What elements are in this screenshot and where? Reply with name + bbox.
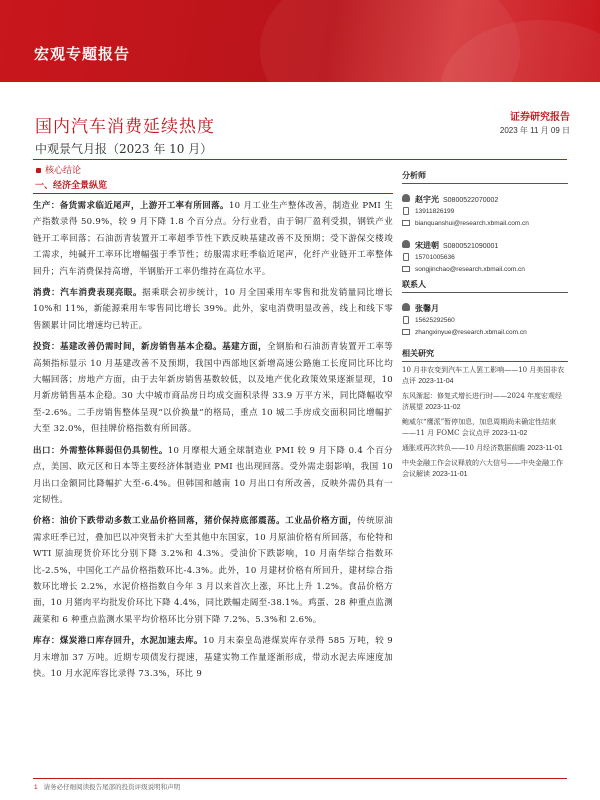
footer bbox=[34, 782, 180, 791]
analyst-header: 分析师 bbox=[402, 170, 568, 184]
mail-icon bbox=[402, 220, 410, 226]
sidebar bbox=[402, 170, 568, 484]
contact-name: 张馨月 bbox=[415, 303, 439, 313]
paragraph-investment: 投资：基建改善仍需时间，新房销售基本企稳。基建方面，全钢胎和石油沥青装置开工率等高频指标显示 10 月基建改善不及预期，我国中西部地区新增高速公路施工长度同比环比均大幅回落；房地产方面，由于去年新房销售基数较低，以及地产优化政策效果逐渐显现，10 月新房销售基本企稳。30 大中城市商品房日均成交面积录得 33.9 万平方米，同比降幅收窄至-2.6%。二手房销售整体呈现“以价换量”的格局，重点 10 城二手房成交面积同比增幅扩大至 32.0%，但挂牌价格指数有所回落。 bbox=[33, 342, 394, 435]
contact-header: 联系人 bbox=[402, 279, 568, 293]
analyst-phone: 13911826199 bbox=[415, 208, 455, 215]
analyst-cert: S0800522070002 bbox=[443, 197, 499, 204]
report-date: 2023 年 11 月 09 日 bbox=[499, 126, 570, 135]
related-research-item[interactable]: 通胀或再次转负——10 月经济数据前瞻 2023-11-01 bbox=[402, 444, 563, 452]
analyst-name: 宋进朝 bbox=[415, 240, 439, 250]
analyst-email[interactable]: songjinchao@research.xbmail.com.cn bbox=[415, 266, 525, 273]
related-research-item[interactable]: 东风渐起：修复式增长进行时——2024 年度宏观经济展望 2023-11-02 bbox=[402, 392, 563, 411]
analyst-cert: S0800521090001 bbox=[443, 243, 499, 250]
paragraph-production: 生产：备货需求临近尾声，上游开工率有所回落。10 月工业生产整体改善，制造业 PMI 生产指数录得 50.9%，较 9 月下降 1.8 个百分点。分行业看，由于铜厂盈利受损，钢铁产业链开工率回落；石油沥青装置开工率超季节性下跌反映基建改善不及预期；受下游保交楼竣工需求，纯碱开工率环比增幅强于季节性；纺服需求旺季临近尾声，化纤产业链开工率整体回升；汽车消费保持高增，半钢胎开工率仍维持在高位水平。 bbox=[33, 201, 393, 277]
document-subtitle: 中观景气月报（2023 年 10 月） bbox=[35, 142, 213, 156]
analyst-phone: 15701005636 bbox=[415, 254, 455, 261]
footer-divider bbox=[33, 778, 567, 779]
page-number: 1 bbox=[34, 784, 38, 791]
report-type-label: 证券研究报告 bbox=[510, 112, 570, 123]
analyst-email[interactable]: bianquanshui@research.xbmail.com.cn bbox=[415, 220, 529, 227]
related-research-header: 相关研究 bbox=[402, 348, 568, 362]
document-title: 国内汽车消费延续热度 bbox=[35, 117, 215, 137]
header-banner bbox=[0, 0, 600, 82]
paragraph-inventory: 库存：煤炭港口库存回升，水泥加速去库。10 月末秦皇岛港煤炭库存录得 585 万吨，较 9 月末增加 37 万吨。近期专项债发行提速，基建实物工作量逐渐形成，带动水泥去库速度加快。10 月水泥库容比录得 73.3%，环比 9 bbox=[33, 636, 393, 679]
phone-icon bbox=[403, 316, 409, 324]
bullet-icon bbox=[36, 168, 41, 173]
phone-icon bbox=[403, 253, 409, 261]
contact-email[interactable]: zhangxinyue@research.xbmail.com.cn bbox=[415, 329, 527, 336]
phone-icon bbox=[403, 207, 409, 215]
key-conclusion-label: 核心结论 bbox=[36, 163, 81, 176]
main-content bbox=[33, 178, 393, 687]
paragraph-export: 出口：外需整体释弱但仍具韧性。10 月摩根大通全球制造业 PMI 较 9 月下降 0.4 个百分点，美国、欧元区和日本等主要经济体制造业 PMI 也出现回落。受外需走弱影响，我国 10 月出口金额同比降幅扩大至-6.4%。但韩国和越南 10 月出口有所改善，反映外需仍具有一定韧性。 bbox=[33, 445, 393, 505]
related-research-item[interactable]: 10 月非农变到汽车工人罢工影响——10 月美国非农点评 2023-11-04 bbox=[402, 366, 565, 385]
person-icon bbox=[402, 303, 410, 311]
paragraph-consumption: 消费：汽车消费表现亮眼。据乘联会初步统计，10 月全国乘用车零售和批发销量同比增长 10%和 11%，新能源乘用车零售同比增长 39%。此外，家电消费明显改善，线上和线下零售额累计同比增速均已转正。 bbox=[33, 288, 393, 331]
mail-icon bbox=[402, 266, 410, 272]
related-research-item[interactable]: 中央金融工作会议释放的六大信号——中央金融工作会议解读 2023-11-01 bbox=[402, 459, 563, 478]
analyst-card bbox=[402, 187, 568, 230]
footer-disclaimer: 请务必仔细阅读报告尾部的投资评级说明和声明 bbox=[43, 783, 181, 791]
person-icon bbox=[402, 194, 410, 202]
mail-icon bbox=[402, 329, 410, 335]
banner-title: 宏观专题报告 bbox=[34, 45, 131, 63]
paragraph-price: 价格：油价下跌带动多数工业品价格回落，猪价保持底部震荡。工业品价格方面，传统原油需求旺季已过，叠加巴以冲突暂未扩大至其他中东国家，10 月原油价格有所回落，布伦特和 WTI 原油现货价环比分别下降 3.2%和 4.3%。受油价下跌影响，10 月南华综合指数环比-2.5%，中国化工产品价格指数环比-4.3%。此外，10 月建材价格有所回升，建材综合指数环比增长 2.2%，水泥价格指数自今年 3 月以来首次上涨，环比上升 1.2%。食品价格方面，10 月猪肉平均批发价环比下降 4.4%，同比跌幅走阔至-38.1%。鸡蛋、28 种重点监测蔬菜和 6 种重点监测水果平均价格环比分别下降 7.2%、5.3%和 2.6%。 bbox=[33, 516, 394, 625]
related-research-item[interactable]: 鲍威尔“鹰派”暂停加息，加息周期尚未确定性结束——11 月 FOMC 会议点评 2023-11-02 bbox=[402, 418, 557, 437]
analyst-card bbox=[402, 233, 568, 276]
section-heading: 一、经济全景纵览 bbox=[33, 178, 393, 194]
contact-phone: 15625292560 bbox=[415, 317, 455, 324]
key-divider bbox=[33, 159, 567, 160]
analyst-name: 赵宇光 bbox=[415, 194, 439, 204]
person-icon bbox=[402, 240, 410, 248]
contact-card bbox=[402, 296, 568, 339]
